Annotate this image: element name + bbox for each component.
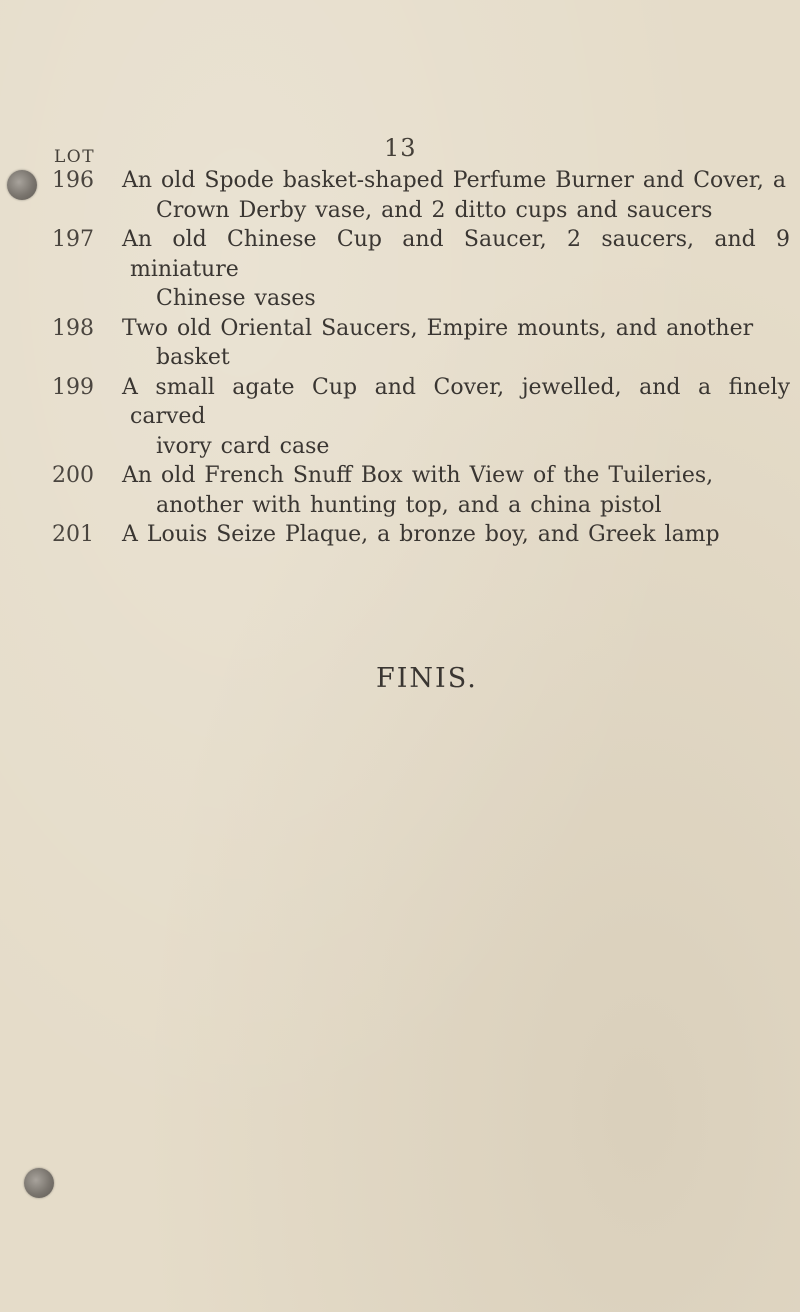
lot-description-line: basket [156, 345, 230, 370]
lot-entry [0, 314, 800, 373]
lot-description-line: A small agate Cup and Cover, jewelled, and a finely carved [122, 374, 790, 429]
lot-description [122, 373, 790, 462]
lot-number: 199 [52, 374, 94, 400]
lot-description-line: Crown Derby vase, and 2 ditto cups and saucers [156, 197, 713, 223]
page-number: 13 [384, 134, 417, 162]
lot-entry [0, 225, 800, 314]
lot-description-line: Two old Oriental Saucers, Empire mounts, and another [122, 315, 754, 341]
lot-number: 200 [52, 463, 94, 488]
lot-entry [0, 166, 800, 225]
lot-description [122, 314, 790, 373]
lot-description-line: Chinese vases [156, 286, 316, 311]
binding-hole-bottom [24, 1168, 54, 1198]
lot-description-line: An old French Snuff Box with View of the Tuileries, [122, 463, 714, 488]
lot-number: 197 [52, 227, 94, 252]
finis-mark: FINIS. [376, 663, 478, 694]
lot-column-heading: LOT [54, 147, 96, 167]
lot-list [0, 166, 800, 550]
lot-description-line: A Louis Seize Plaque, a bronze boy, and Greek lamp [122, 522, 720, 547]
lot-description [122, 520, 790, 550]
lot-description [122, 225, 790, 314]
lot-description-line: An old Chinese Cup and Saucer, 2 saucers, and 9 miniature [122, 227, 790, 282]
lot-number: 201 [52, 522, 94, 547]
lot-description [122, 461, 790, 520]
lot-description-line: ivory card case [156, 433, 330, 459]
lot-number: 196 [52, 168, 94, 193]
lot-description-line: An old Spode basket-shaped Perfume Burner and Cover, a [122, 168, 786, 193]
lot-entry [0, 373, 800, 462]
lot-entry [0, 461, 800, 520]
lot-description [122, 166, 790, 225]
lot-description-line: another with hunting top, and a china pistol [156, 492, 662, 518]
lot-entry [0, 520, 800, 550]
lot-number: 198 [52, 315, 94, 341]
